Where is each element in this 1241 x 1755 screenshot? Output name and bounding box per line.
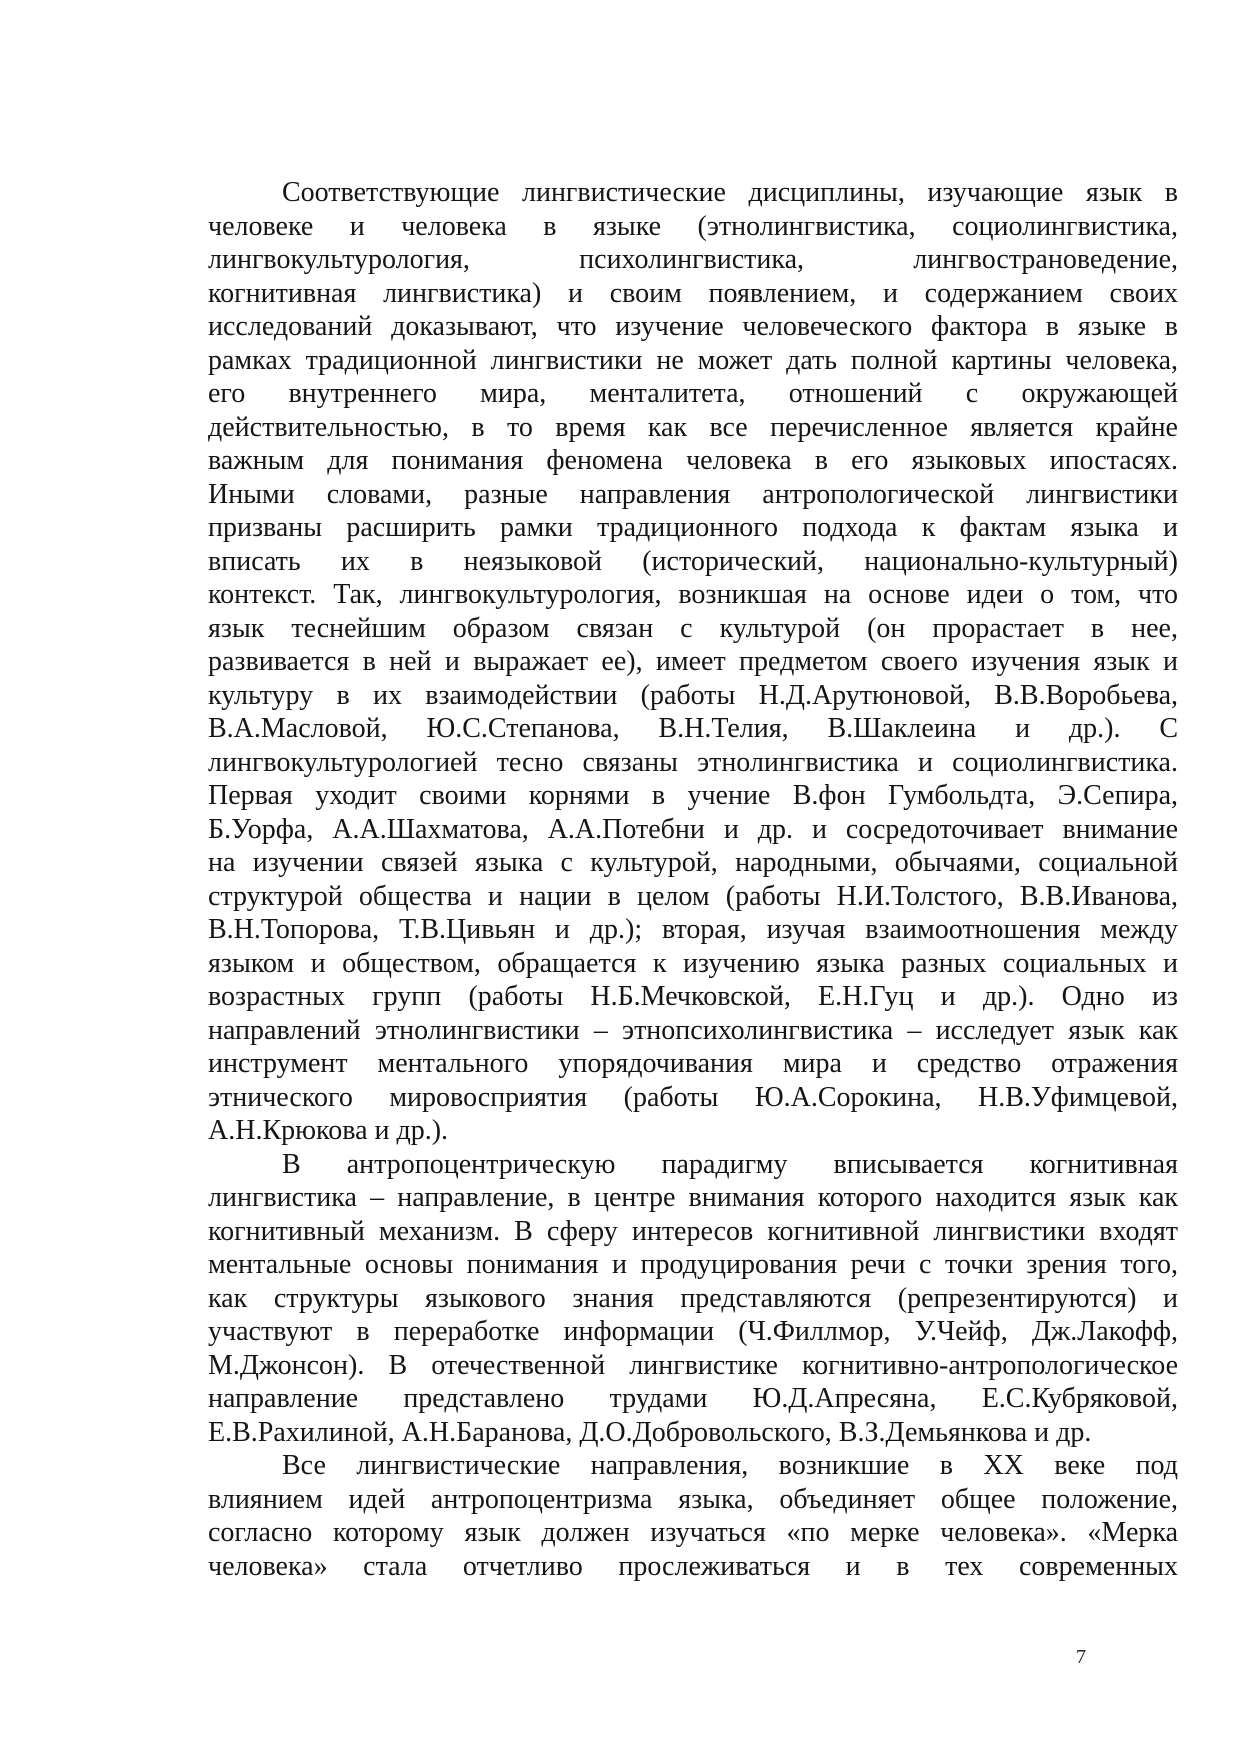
- body-text: [208, 176, 1178, 1583]
- text-line: когнитивный механизм. В сферу интересов когнитивной лингвистики входят: [208, 1215, 1178, 1247]
- text-line: согласно которому язык должен изучаться «по мерке человека». «Мерка: [208, 1517, 1178, 1548]
- text-line: Иными словами, разные направления антропологической лингвистики: [208, 478, 1178, 510]
- text-line: Первая уходит своими корнями в учение В.фон Гумбольдта, Э.Сепира,: [208, 780, 1178, 811]
- text-line: его внутреннего мира, менталитета, отношений с окружающей: [208, 378, 1178, 409]
- text-line: когнитивная лингвистика) и своим появлением, и содержанием своих: [208, 277, 1178, 309]
- paragraph: [208, 1449, 1178, 1583]
- paragraph: [208, 176, 1178, 1148]
- text-line: направлений этнолингвистики – этнопсихолингвистика – исследует язык как: [208, 1014, 1178, 1046]
- text-line: действительностью, в то время как все перечисленное является крайне: [208, 411, 1178, 443]
- text-line: А.Н.Крюкова и др.).: [208, 1115, 449, 1146]
- text-line: человеке и человека в языке (этнолингвистика, социолингвистика,: [208, 210, 1178, 242]
- text-line: контекст. Так, лингвокультурология, возникшая на основе идеи о том, что: [208, 579, 1178, 610]
- text-line: лингвокультурология, психолингвистика, лингвострановедение,: [208, 244, 1178, 275]
- text-line: Соответствующие лингвистические дисциплины, изучающие язык в: [282, 177, 1178, 208]
- text-line: развивается в ней и выражает ее), имеет предметом своего изучения язык и: [208, 646, 1178, 677]
- text-line: влиянием идей антропоцентризма языка, объединяет общее положение,: [208, 1483, 1178, 1515]
- text-line: призваны расширить рамки традиционного подхода к фактам языка и: [208, 512, 1178, 543]
- text-line: важным для понимания феномена человека в его языковых ипостасях.: [208, 445, 1178, 476]
- text-line: языком и обществом, обращается к изучению языка разных социальных и: [208, 947, 1178, 979]
- text-line: структурой общества и нации в целом (работы Н.И.Толстого, В.В.Иванова,: [208, 880, 1178, 912]
- text-line: ментальные основы понимания и продуцирования речи с точки зрения того,: [208, 1249, 1178, 1280]
- text-line: В.Н.Топорова, Т.В.Цивьян и др.); вторая, изучая взаимоотношения между: [208, 914, 1178, 945]
- text-line: на изучении связей языка с культурой, народными, обычаями, социальной: [208, 847, 1178, 878]
- page-number: 7: [1076, 1646, 1086, 1668]
- text-line: рамках традиционной лингвистики не может дать полной картины человека,: [208, 344, 1178, 376]
- text-line: лингвокультурологией тесно связаны этнолингвистика и социолингвистика.: [208, 746, 1178, 778]
- text-line: инструмент ментального упорядочивания мира и средство отражения: [208, 1048, 1178, 1079]
- text-line: В.А.Масловой, Ю.С.Степанова, В.Н.Телия, В.Шаклеина и др.). С: [208, 713, 1178, 744]
- text-line: Все лингвистические направления, возникшие в XX веке под: [282, 1450, 1178, 1481]
- text-line: участвуют в переработке информации (Ч.Филлмор, У.Чейф, Дж.Лакофф,: [208, 1316, 1178, 1347]
- text-line: исследований доказывают, что изучение человеческого фактора в языке в: [208, 311, 1178, 342]
- paragraph: [208, 1148, 1178, 1450]
- text-line: В антропоцентрическую парадигму вписывается когнитивная: [282, 1148, 1178, 1180]
- text-line: возрастных групп (работы Н.Б.Мечковской, Е.Н.Гуц и др.). Одно из: [208, 981, 1178, 1012]
- text-line: язык теснейшим образом связан с культурой (он прорастает в нее,: [208, 612, 1178, 644]
- text-line: человека» стала отчетливо прослеживаться и в тех современных: [208, 1550, 1178, 1582]
- text-line: лингвистика – направление, в центре внимания которого находится язык как: [208, 1182, 1178, 1213]
- text-line: направление представлено трудами Ю.Д.Апресяна, Е.С.Кубряковой,: [208, 1383, 1178, 1414]
- text-line: вписать их в неязыковой (исторический, национально-культурный): [208, 545, 1178, 577]
- text-line: М.Джонсон). В отечественной лингвистике когнитивно-антропологическое: [208, 1349, 1178, 1381]
- text-line: Б.Уорфа, А.А.Шахматова, А.А.Потебни и др. и сосредоточивает внимание: [208, 813, 1178, 845]
- text-line: культуру в их взаимодействии (работы Н.Д.Арутюновой, В.В.Воробьева,: [208, 679, 1178, 711]
- text-line: этнического мировосприятия (работы Ю.А.Сорокина, Н.В.Уфимцевой,: [208, 1081, 1178, 1113]
- text-line: Е.В.Рахилиной, А.Н.Баранова, Д.О.Добровольского, В.З.Демьянкова и др.: [208, 1416, 1092, 1448]
- text-line: как структуры языкового знания представляются (репрезентируются) и: [208, 1282, 1178, 1314]
